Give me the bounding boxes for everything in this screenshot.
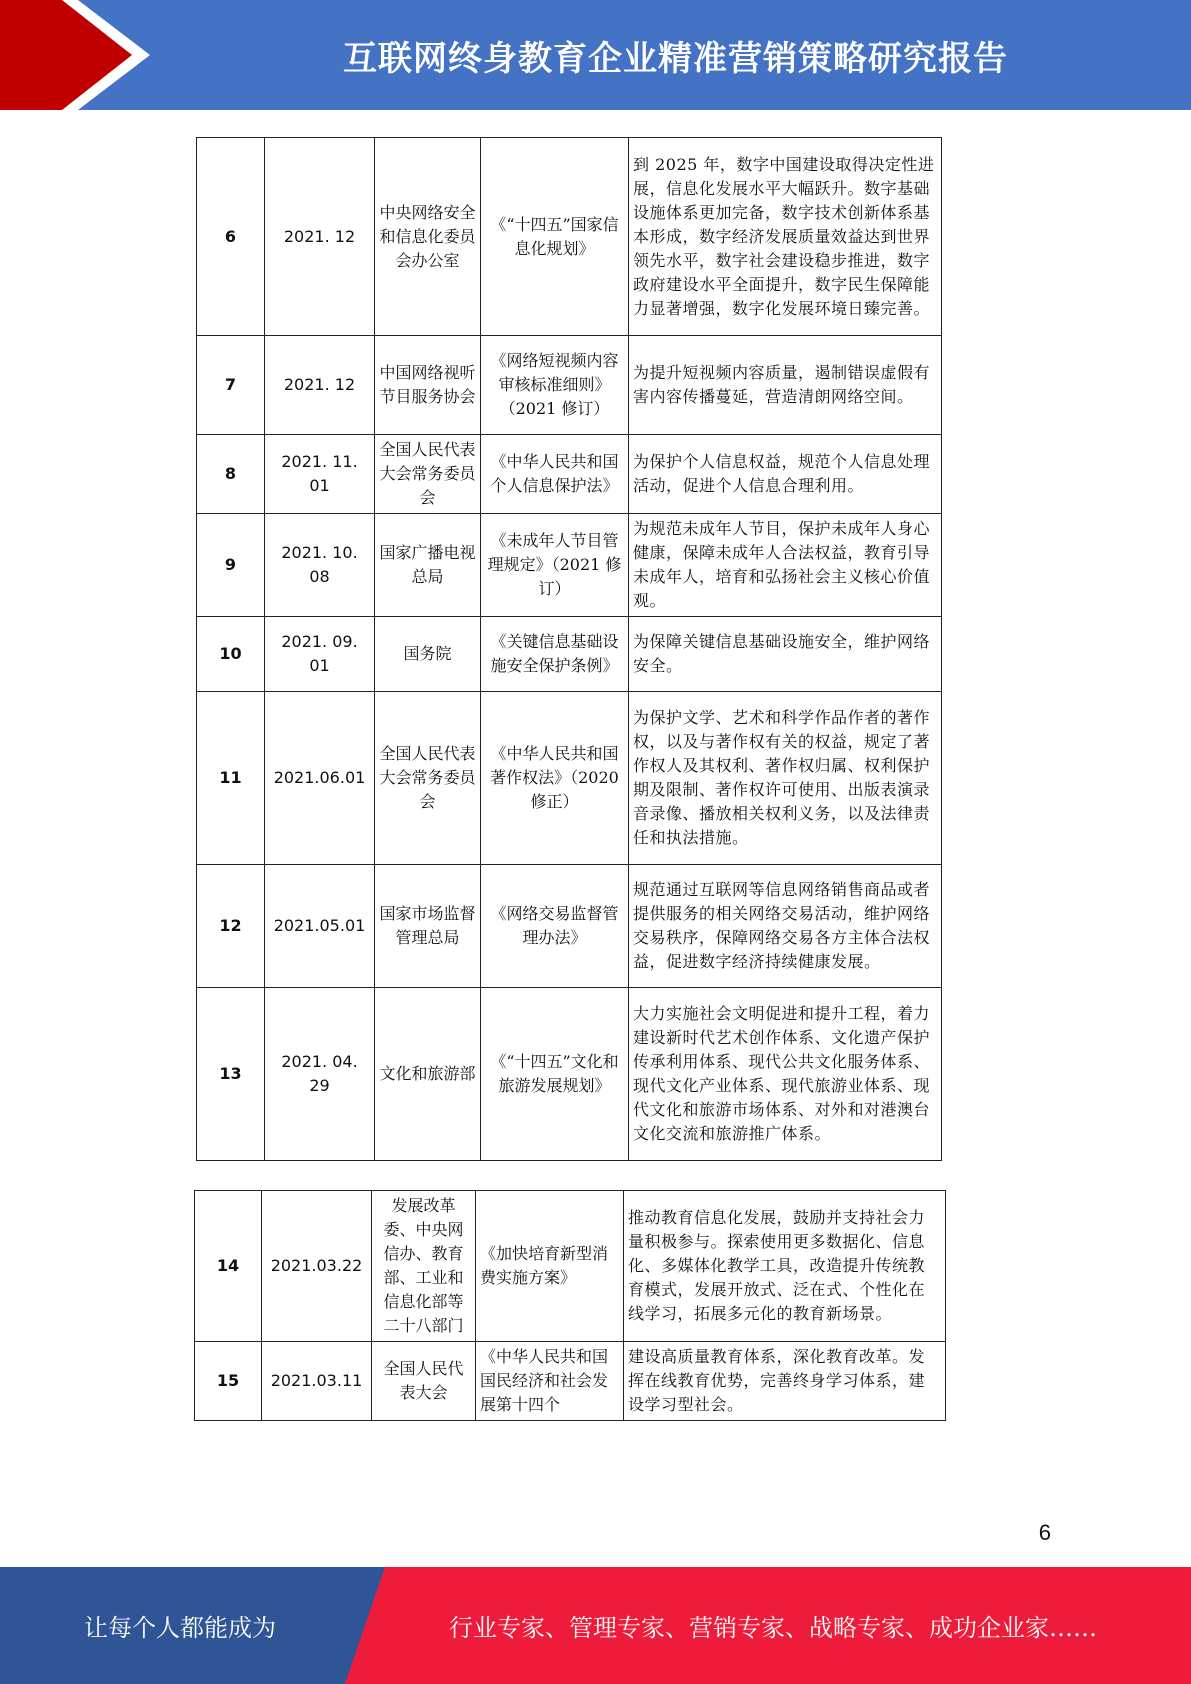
row-document: 《“十四五”国家信息化规划》: [481, 138, 629, 336]
row-issuer: 国家广播电视总局: [375, 514, 481, 617]
row-issuer: 国家市场监督管理总局: [375, 865, 481, 988]
table-row: [197, 138, 942, 336]
row-document: 《网络交易监督管理办法》: [481, 865, 629, 988]
document-title: 互联网终身教育企业精准营销策略研究报告: [343, 38, 1008, 79]
policy-table-continued: [194, 1190, 946, 1421]
row-description: 为规范未成年人节目，保护未成年人身心健康，保障未成年人合法权益，教育引导未成年人，培育和弘扬社会主义核心价值观。: [629, 514, 942, 617]
policy-table: [196, 137, 942, 1161]
row-date: 2021. 11. 01: [265, 435, 375, 514]
row-date: 2021. 04. 29: [265, 988, 375, 1161]
row-number: 8: [197, 435, 265, 514]
row-number: 9: [197, 514, 265, 617]
row-description: 到 2025 年，数字中国建设取得决定性进展，信息化发展水平大幅跃升。数字基础设施体系更加完备，数字技术创新体系基本形成，数字经济发展质量效益达到世界领先水平，数字社会建设稳步推进，数字政府建设水平全面提升，数字民生保障能力显著增强，数字化发展环境日臻完善。: [629, 138, 942, 336]
row-issuer: 全国人民代表大会: [372, 1342, 476, 1421]
table-row: [197, 514, 942, 617]
table-row: [197, 692, 942, 865]
page-header: [0, 0, 1191, 110]
row-issuer: 中国网络视听节目服务协会: [375, 336, 481, 435]
row-description: 为保障关键信息基础设施安全，维护网络安全。: [629, 617, 942, 692]
row-issuer: 发展改革委、中央网信办、教育部、工业和信息化部等二十八部门: [372, 1191, 476, 1342]
table-row: [197, 617, 942, 692]
page-number: 6: [1038, 1520, 1051, 1545]
row-description: 为保护个人信息权益，规范个人信息处理活动，促进个人信息合理利用。: [629, 435, 942, 514]
row-issuer: 全国人民代表大会常务委员会: [375, 435, 481, 514]
row-document: 《中华人民共和国国民经济和社会发展第十四个: [476, 1342, 624, 1421]
row-description: 大力实施社会文明促进和提升工程，着力建设新时代艺术创作体系、文化遗产保护传承利用体系、现代公共文化服务体系、现代文化产业体系、现代旅游业体系、现代文化和旅游市场体系、对外和对港澳台文化交流和旅游推广体系。: [629, 988, 942, 1161]
table-row: [197, 865, 942, 988]
table-row: [197, 435, 942, 514]
page-footer: [0, 1567, 1191, 1684]
table-row: [195, 1191, 946, 1342]
row-number: 14: [195, 1191, 262, 1342]
row-date: 2021.05.01: [265, 865, 375, 988]
row-number: 6: [197, 138, 265, 336]
row-number: 11: [197, 692, 265, 865]
row-number: 13: [197, 988, 265, 1161]
row-number: 12: [197, 865, 265, 988]
chevron-arrow-icon: [0, 0, 160, 110]
row-description: 为保护文学、艺术和科学作品作者的著作权，以及与著作权有关的权益，规定了著作权人及其权利、著作权归属、权利保护期及限制、著作权许可使用、出版表演录音录像、播放相关权利义务，以及法律责任和执法措施。: [629, 692, 942, 865]
row-date: 2021. 12: [265, 336, 375, 435]
row-date: 2021.03.11: [262, 1342, 372, 1421]
row-description: 规范通过互联网等信息网络销售商品或者提供服务的相关网络交易活动，维护网络交易秩序，保障网络交易各方主体合法权益，促进数字经济持续健康发展。: [629, 865, 942, 988]
row-description: 为提升短视频内容质量，遏制错误虚假有害内容传播蔓延，营造清朗网络空间。: [629, 336, 942, 435]
row-date: 2021.06.01: [265, 692, 375, 865]
row-issuer: 全国人民代表大会常务委员会: [375, 692, 481, 865]
footer-slogan-left: 让每个人都能成为: [84, 1614, 276, 1642]
row-description: 推动教育信息化发展，鼓励并支持社会力量积极参与。探索使用更多数据化、信息化、多媒体化教学工具，改造提升传统教育模式，发展开放式、泛在式、个性化在线学习，拓展多元化的教育新场景。: [624, 1191, 946, 1342]
row-description: 建设高质量教育体系，深化教育改革。发挥在线教育优势，完善终身学习体系，建设学习型社会。: [624, 1342, 946, 1421]
row-issuer: 中央网络安全和信息化委员会办公室: [375, 138, 481, 336]
row-date: 2021. 10. 08: [265, 514, 375, 617]
row-document: 《网络短视频内容审核标准细则》（2021 修订）: [481, 336, 629, 435]
table-row: [195, 1342, 946, 1421]
row-date: 2021.03.22: [262, 1191, 372, 1342]
row-document: 《“十四五”文化和旅游发展规划》: [481, 988, 629, 1161]
row-issuer: 国务院: [375, 617, 481, 692]
table-row: [197, 336, 942, 435]
row-document: 《加快培育新型消费实施方案》: [476, 1191, 624, 1342]
row-document: 《中华人民共和国著作权法》（2020 修正）: [481, 692, 629, 865]
row-document: 《关键信息基础设施安全保护条例》: [481, 617, 629, 692]
row-number: 7: [197, 336, 265, 435]
row-number: 15: [195, 1342, 262, 1421]
row-issuer: 文化和旅游部: [375, 988, 481, 1161]
row-date: 2021. 12: [265, 138, 375, 336]
row-number: 10: [197, 617, 265, 692]
row-document: 《中华人民共和国个人信息保护法》: [481, 435, 629, 514]
row-date: 2021. 09. 01: [265, 617, 375, 692]
footer-slogan-right: 行业专家、管理专家、营销专家、战略专家、成功企业家……: [449, 1614, 1097, 1642]
row-document: 《未成年人节目管理规定》（2021 修订）: [481, 514, 629, 617]
table-row: [197, 988, 942, 1161]
